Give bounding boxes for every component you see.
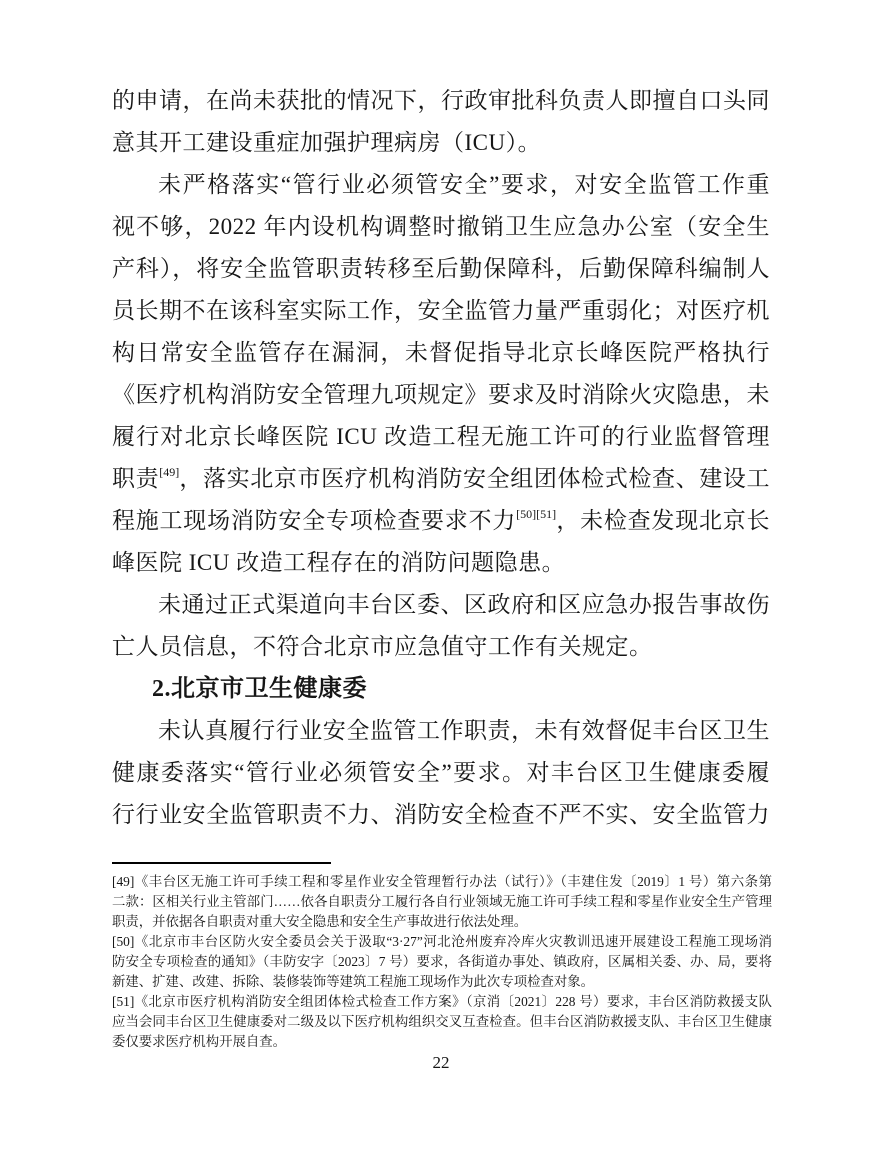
body-line: 健康委落实“管行业必须管安全”要求。对丰台区卫生健康委履 [112,760,770,785]
body-line: 履行对北京长峰医院 ICU 改造工程无施工许可的行业监督管理 [112,424,770,449]
body-line [112,458,770,500]
body-line [112,500,770,542]
body-text [112,80,770,836]
footnote-49-line: [49]《丰台区无施工许可手续工程和零星作业安全管理暂行办法（试行）》（丰建住发〔2019〕1 号）第六条第 [112,874,772,889]
body-line: 峰医院 ICU 改造工程存在的消防问题隐患。 [112,550,566,575]
footnote-50-line: 新建、扩建、改建、拆除、装修装饰等建筑工程施工现场作为此次专项检查对象。 [112,974,595,989]
page-number: 22 [432,1053,450,1072]
body-line: 员长期不在该科室实际工作，安全监管力量严重弱化；对医疗机 [112,298,770,323]
footnote-ref-49: [49] [159,465,180,479]
footnote-49-line: 职责，并依据各自职责对重大安全隐患和安全生产事故进行依法处理。 [112,914,528,929]
body-line-segment: 职责 [112,466,160,491]
body-line: 产科），将安全监管职责转移至后勤保障科，后勤保障科编制人 [112,256,770,281]
body-line-segment: 程施工现场消防安全专项检查要求不力 [112,508,517,533]
footnote-ref-50-51: [50][51] [516,507,557,521]
footnotes-section [112,856,772,1052]
body-line: 行行业安全监管职责不力、消防安全检查不严不实、安全监管力 [112,802,770,827]
body-line: 亡人员信息，不符合北京市应急值守工作有关规定。 [112,634,653,659]
footnote-49-line: 二款：区相关行业主管部门……依各自职责分工履行各自行业领域无施工许可手续工程和零星作业安全生产管理 [112,894,772,909]
footnote-50-line: 防安全专项检查的通知》（丰防安字〔2023〕7 号）要求，各街道办事处、镇政府，区属相关委、办、局，要将 [112,954,772,969]
body-line: 视不够，2022 年内设机构调整时撤销卫生应急办公室（安全生 [112,214,770,239]
footnote-separator-rule [112,862,331,864]
footnote-51-line: [51]《北京市医疗机构消防安全组团体检式检查工作方案》（京消〔2021〕228 号）要求，丰台区消防救援支队 [112,994,772,1009]
body-line-segment: ，落实北京市医疗机构消防安全组团体检式检查、建设工 [179,466,771,491]
body-line: 《医疗机构消防安全管理九项规定》要求及时消除火灾隐患，未 [112,382,770,407]
body-line: 意其开工建设重症加强护理病房（ICU）。 [112,130,542,155]
body-line: 未通过正式渠道向丰台区委、区政府和区应急办报告事故伤 [158,592,770,617]
section-heading: 2.北京市卫生健康委 [152,676,367,702]
footnote-51-line: 委仅要求医疗机构开展自查。 [112,1034,287,1049]
body-line: 的申请，在尚未获批的情况下，行政审批科负责人即擅自口头同 [112,88,770,113]
body-line: 未认真履行行业安全监管工作职责，未有效督促丰台区卫生 [158,718,770,743]
body-line: 未严格落实“管行业必须管安全”要求，对安全监管工作重 [158,172,770,197]
body-line-segment: ，未检查发现北京长 [556,508,771,533]
footnote-51-line: 应当会同丰台区卫生健康委对二级及以下医疗机构组织交叉互查检查。但丰台区消防救援支队、丰台区卫生健康 [112,1014,772,1029]
body-line: 构日常安全监管存在漏洞，未督促指导北京长峰医院严格执行 [112,340,770,365]
footnote-50-line: [50]《北京市丰台区防火安全委员会关于汲取“3·27”河北沧州废弃冷库火灾教训迅速开展建设工程施工现场消 [112,934,772,949]
